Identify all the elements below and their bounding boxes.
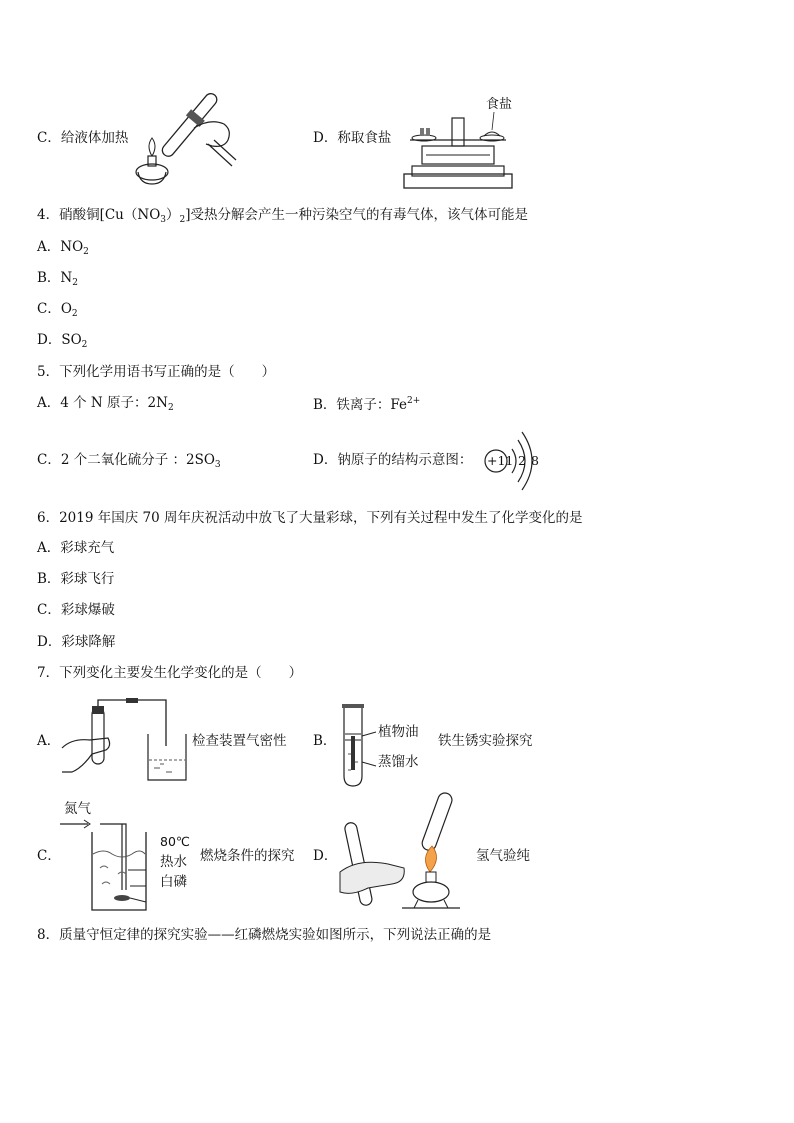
option-subscript: 2 xyxy=(81,340,88,350)
option-letter: C． xyxy=(37,130,61,146)
option-formula: O xyxy=(60,301,72,317)
q6-option-d xyxy=(37,636,115,650)
option-letter: B． xyxy=(37,270,61,286)
q4-option-d xyxy=(37,334,87,350)
option-text: 给液体加热 xyxy=(60,130,129,146)
salt-label: 食盐 xyxy=(486,97,513,112)
option-subscript: 2 xyxy=(71,309,78,319)
q6-option-c xyxy=(37,604,115,618)
q6-option-a xyxy=(37,542,114,556)
option-formula: N xyxy=(60,270,73,286)
option-superscript: 2+ xyxy=(407,396,421,406)
option-text: 4 个 N 原子：2N xyxy=(60,395,168,411)
q7-option-d-letter: D． xyxy=(313,848,338,864)
q7-stem: 7．下列变化主要发生化学变化的是（ ） xyxy=(37,665,303,681)
option-letter: C． xyxy=(37,301,61,317)
iron-rust-diagram xyxy=(336,704,380,790)
q6-option-b xyxy=(37,573,114,587)
option-text: 2 个二氧化硫分子 ：2SO xyxy=(60,452,215,468)
q5-option-c xyxy=(37,454,221,470)
option-text: 彩球飞行 xyxy=(60,571,115,587)
q5-stem: 5．下列化学用语书写正确的是（ ） xyxy=(37,364,276,380)
airtightness-check-diagram xyxy=(62,698,190,788)
option-formula: NO xyxy=(60,239,84,255)
q7-option-a-text: 检查装置气密性 xyxy=(192,733,287,749)
option-subscript: 2 xyxy=(83,247,89,257)
q8-stem: 8．质量守恒定律的探究实验——红磷燃烧实验如图所示，下列说法正确的是 xyxy=(37,927,492,943)
option-letter: D． xyxy=(37,332,62,348)
option-letter: D． xyxy=(313,452,338,468)
q7-option-c-text: 燃烧条件的探究 xyxy=(200,848,295,864)
nucleus-charge: +11 xyxy=(487,453,514,468)
distilled-water-label: 蒸馏水 xyxy=(378,754,419,770)
option-text: 彩球充气 xyxy=(60,540,115,556)
q4-stem xyxy=(37,209,528,225)
white-phosphorus-label: 白磷 xyxy=(160,874,187,890)
option-text: 钠原子的结构示意图： xyxy=(337,452,473,468)
hydrogen-purity-diagram xyxy=(338,792,468,916)
option-subscript: 2 xyxy=(72,278,78,288)
option-text: 彩球爆破 xyxy=(60,602,115,618)
option-letter: C． xyxy=(37,452,61,468)
heating-liquid-diagram xyxy=(132,88,242,188)
q4-stem-part: 4．硝酸铜[Cu（NO xyxy=(37,207,161,223)
temperature-label: 80℃ xyxy=(160,834,190,849)
q7-option-b-letter: B． xyxy=(313,733,337,749)
option-letter: A． xyxy=(37,239,61,255)
q5-option-d xyxy=(313,454,472,468)
option-letter: C． xyxy=(37,602,61,618)
balance-scale-diagram xyxy=(402,112,514,192)
option-letter: B． xyxy=(313,397,337,413)
combustion-condition-diagram xyxy=(60,818,160,916)
shell-1-count: 2 xyxy=(518,453,526,468)
option-text: 彩球降解 xyxy=(61,634,116,650)
q4-stem-part: ]受热分解会产生一种污染空气的有毒气体，该气体可能是 xyxy=(185,207,529,223)
option-letter: A． xyxy=(37,540,61,556)
option-letter: D． xyxy=(313,130,338,146)
nitrogen-label: 氮气 xyxy=(64,801,91,817)
option-formula: SO xyxy=(61,332,82,348)
q4-stem-sub: 3 xyxy=(160,215,166,225)
option-letter: A． xyxy=(37,395,61,411)
option-letter: B． xyxy=(37,571,61,587)
option-text: 铁离子：Fe xyxy=(336,397,408,413)
shell-2-count: 8 xyxy=(531,453,539,468)
q4-option-c xyxy=(37,303,78,319)
q3-option-d xyxy=(313,132,391,146)
q3-option-c xyxy=(37,132,128,146)
option-subscript: 3 xyxy=(214,460,221,470)
vegetable-oil-label: 植物油 xyxy=(378,724,419,740)
q7-option-b-text: 铁生锈实验探究 xyxy=(438,733,533,749)
q4-stem-sub: 2 xyxy=(179,215,186,225)
q4-stem-part: ） xyxy=(166,207,180,223)
q7-option-d-text: 氢气验纯 xyxy=(476,848,530,864)
q5-option-b xyxy=(313,397,420,413)
q7-option-c-letter: C． xyxy=(37,848,61,864)
q4-option-a xyxy=(37,241,89,257)
option-subscript: 2 xyxy=(167,403,174,413)
q6-stem: 6．2019 年国庆 70 周年庆祝活动中放飞了大量彩球，下列有关过程中发生了化学变化的是 xyxy=(37,510,583,526)
q7-option-a-letter: A． xyxy=(37,733,61,749)
hot-water-label: 热水 xyxy=(160,854,187,870)
option-letter: D． xyxy=(37,634,62,650)
q4-option-b xyxy=(37,272,78,288)
q5-option-a xyxy=(37,397,174,413)
option-text: 称取食盐 xyxy=(337,130,392,146)
